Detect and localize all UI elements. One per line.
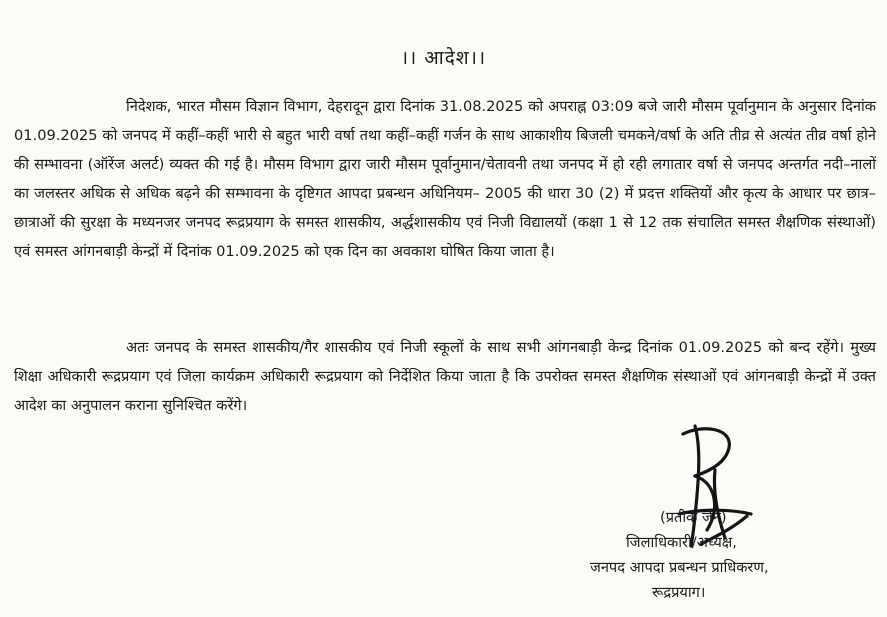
order-paragraph-1 bbox=[14, 92, 876, 266]
paragraph-1-text: निदेशक, भारत मौसम विज्ञान विभाग, देहरादून द्वारा दिनांक 31.08.2025 को अपराह्न 03:09 बजे जारी मौसम पूर्वानुमान के अनुसार दिनांक 01.09.2025 को जनपद में कहीं–कहीं भारी से बहुत भारी वर्षा तथा कहीं–कहीं गर्जन के साथ आकाशीय बिजली चमकने/वर्षा के अति तीव्र से अत्यंत तीव्र वर्षा होने की सम्भावना (ऑरेंज अलर्ट) व्यक्त की गई है। मौसम विभाग द्वारा जारी मौसम पूर्वानुमान/चेतावनी तथा जनपद में हो रही लगातार वर्षा से जनपद अन्तर्गत नदी–नालों का जलस्तर अधिक से अधिक बढ़ने की सम्भावना के दृष्टिगत आपदा प्रबन्धन अधिनियम– 2005 की धारा 30 (2) में प्रदत्त शक्तियों और कृत्य के आधार पर छात्र–छात्राओं की सुरक्षा के मध्यनजर जनपद रूद्रप्रयाग के समस्त शासकीय, अर्द्धशासकीय एवं निजी विद्यालयों (कक्षा 1 से 12 तक संचालित समस्त शैक्षणिक संस्थाओं) एवं समस्त आंगनबाड़ी केन्द्रों में दिनांक 01.09.2025 को एक दिन का अवकाश घोषित किया जाता है। bbox=[14, 98, 876, 260]
signatory-designation: जिलाधिकारी/अध्यक्ष, bbox=[626, 534, 737, 551]
signatory-place: रूद्रप्रयाग। bbox=[652, 584, 706, 601]
signatory-authority: जनपद आपदा प्रबन्धन प्राधिकरण, bbox=[590, 559, 769, 576]
paragraph-2-text: अतः जनपद के समस्त शासकीय/गैर शासकीय एवं निजी स्कूलों के साथ सभी आंगनबाड़ी केन्द्र दिनांक 01.09.2025 को बन्द रहेंगे। मुख्य शिक्षा अधिकारी रूद्रप्रयाग एवं जिला कार्यक्रम अधिकारी रूद्रप्रयाग को निर्देशित किया जाता है कि उपरोक्त समस्त शैक्षणिक संस्थाओं एवं आंगनबाड़ी केन्द्रों में उक्त आदेश का अनुपालन कराना सुनिश्चित करेंगे। bbox=[14, 339, 876, 414]
order-paragraph-2 bbox=[14, 333, 876, 420]
signature-block bbox=[590, 505, 830, 605]
signatory-name: (प्रतीक जैन) bbox=[660, 509, 727, 526]
order-title: ।। आदेश।। bbox=[400, 47, 487, 69]
